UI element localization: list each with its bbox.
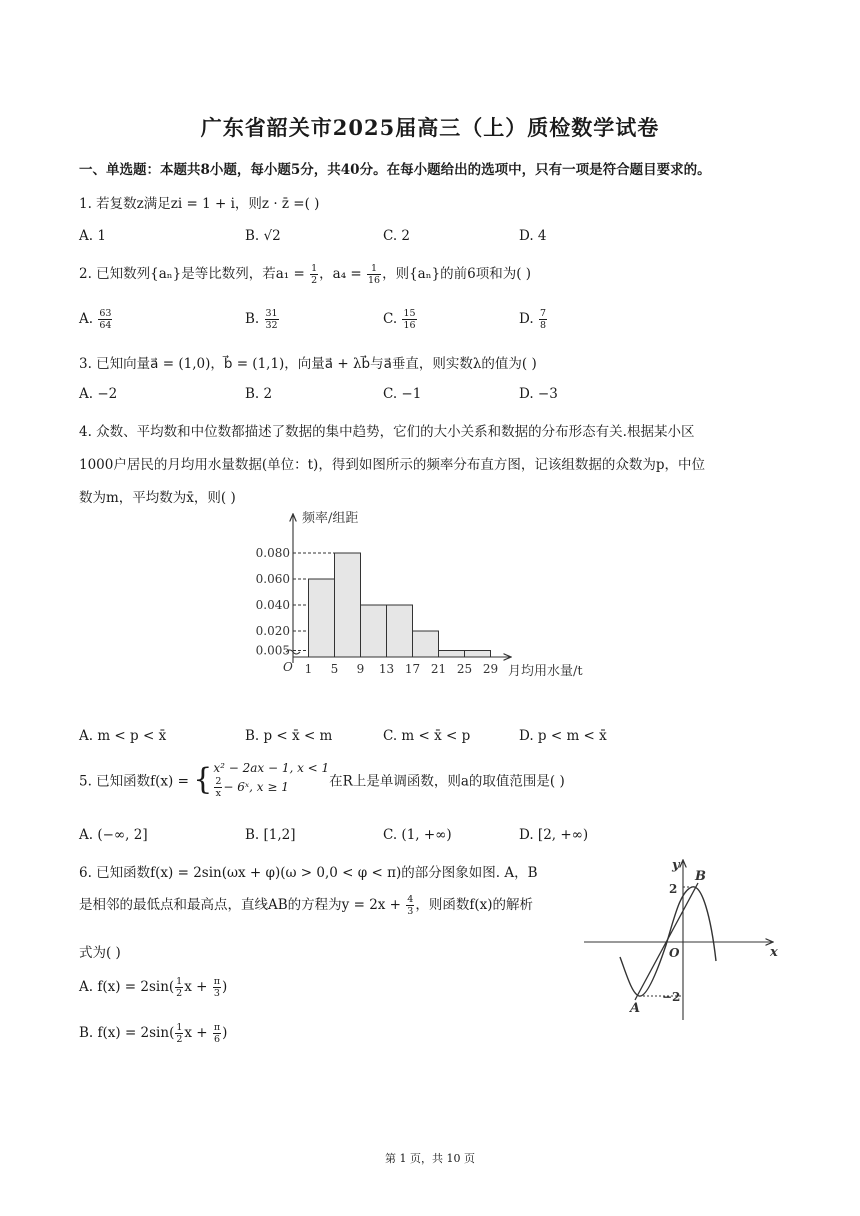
point-a-label: A [630, 1001, 641, 1016]
x-tick-label: 21 [430, 662, 447, 676]
page-footer: 第 1 页，共 10 页 [385, 1152, 475, 1165]
q4-option-d: D. p < m < x̄ [519, 728, 607, 744]
y-tick-label: 0.040 [255, 598, 290, 612]
q2-option-b: B. $\frac{31}{32}$ [245, 308, 278, 331]
q1-option-c: C. 2 [383, 228, 411, 244]
question-3-stem: 3. 已知向量a⃗ = (1,0)，b⃗ = (1,1)，向量a⃗ + λb⃗与a⃗垂直，则实数λ的值为( ) [79, 356, 537, 372]
y-tick-label: 0.060 [255, 572, 290, 586]
q5-option-b: B. [1,2] [245, 827, 296, 843]
histogram-bar [413, 631, 439, 657]
origin-label: O [283, 660, 293, 674]
histogram-bar [465, 651, 491, 658]
question-6-line-2: 是相邻的最低点和最高点，直线AB的方程为y = 2x + $\frac{4}{3}$ ，则函数f(x)的解析 [79, 894, 533, 917]
q1-option-a: A. 1 [79, 228, 106, 244]
q1-option-b: B. √2 [245, 228, 281, 244]
question-4-line-2: 1000户居民的月均用水量数据(单位：t)，得到如图所示的频率分布直方图，记该组数据的众数为p，中位 [79, 457, 705, 473]
q2-option-a: A. $\frac{63}{64}$ [79, 308, 112, 331]
q3-option-c: C. −1 [383, 386, 422, 402]
histogram-bar [309, 579, 335, 657]
q4-option-a: A. m < p < x̄ [79, 728, 167, 744]
x-tick-label: 29 [482, 662, 499, 676]
y-tick-label: 0.005 [255, 643, 290, 658]
question-4-line-1: 4. 众数、平均数和中位数都描述了数据的集中趋势，它们的大小关系和数据的分布形态有关.根据某小区 [79, 424, 695, 440]
frequency-histogram [240, 505, 620, 690]
histogram-bar [439, 651, 465, 658]
question-2-stem: 2. 已知数列{aₙ}是等比数列，若a₁ = $\frac{1}{2}$ ，a₄ = $\frac{1}{16}$ ，则{aₙ}的前6项和为( ) [79, 263, 532, 286]
q5-option-c: C. (1, +∞) [383, 827, 452, 843]
graph-y-label: y [672, 858, 680, 873]
q2-option-c: C. $\frac{15}{16}$ [383, 308, 416, 331]
x-tick-label: 1 [304, 662, 313, 676]
graph-y-top: 2 [669, 882, 678, 896]
q5-option-a: A. (−∞, 2] [79, 827, 148, 843]
y-tick-label: 0.020 [255, 624, 290, 638]
section-heading: 一、单选题：本题共8小题，每小题5分，共40分。在每小题给出的选项中，只有一项是符合题目要求的。 [79, 162, 711, 178]
q3-option-d: D. −3 [519, 386, 558, 402]
fraction: $\frac{1}{2}$ [311, 263, 318, 286]
x-tick-label: 5 [330, 662, 339, 676]
histogram-bar [335, 553, 361, 657]
question-1-stem: 1. 若复数z满足zi = 1 + i，则z · z̄ =( ) [79, 196, 320, 212]
question-6-line-3: 式为( ) [79, 945, 121, 961]
q2-option-d: D. $\frac{7}{8}$ [519, 308, 546, 331]
fraction: $\frac{1}{16}$ [368, 263, 381, 286]
graph-x-label: x [770, 945, 778, 960]
x-tick-label: 9 [356, 662, 365, 676]
question-4-line-3: 数为m，平均数为x̄，则( ) [79, 490, 236, 506]
q3-option-b: B. 2 [245, 386, 273, 402]
q1-option-d: D. 4 [519, 228, 547, 244]
q5-option-d: D. [2, +∞) [519, 827, 589, 843]
q4-option-b: B. p < x̄ < m [245, 728, 333, 744]
y-tick-label: 0.080 [255, 546, 290, 560]
piecewise-brace: { [193, 761, 213, 797]
x-tick-label: 25 [456, 662, 473, 676]
y-axis-label: 频率/组距 [302, 511, 359, 526]
histogram-bar [361, 605, 387, 657]
question-5-stem: 5. 已知函数f(x) = { x² − 2ax − 1, x < 1 $\frac{2}{x}$ − 6ˣ, x ≥ 1 在R上是单调函数，则a的取值范围是( ) [79, 761, 565, 799]
q6-option-a: A. f(x) = 2sin( $\frac{1}{2}$ x + $\frac{\pi}{3}$ ) [79, 976, 228, 999]
sine-graph-figure [580, 855, 785, 1025]
x-axis-label: 月均用水量/t [508, 664, 583, 679]
piecewise-cases: x² − 2ax − 1, x < 1 $\frac{2}{x}$ − 6ˣ, x ≥ 1 [213, 761, 330, 799]
q6-option-b: B. f(x) = 2sin( $\frac{1}{2}$ x + $\frac{\pi}{6}$ ) [79, 1022, 228, 1045]
graph-y-bottom: −2 [662, 990, 681, 1004]
graph-origin: O [669, 946, 680, 960]
q3-option-a: A. −2 [79, 386, 118, 402]
q4-option-c: C. m < x̄ < p [383, 728, 471, 744]
x-tick-label: 13 [378, 662, 395, 676]
page-title: 广东省韶关市2025届高三（上）质检数学试卷 [200, 115, 660, 140]
histogram-bar [387, 605, 413, 657]
point-b-label: B [695, 869, 706, 884]
question-6-line-1: 6. 已知函数f(x) = 2sin(ωx + φ)(ω > 0,0 < φ < π)的部分图象如图. A，B [79, 865, 538, 881]
x-tick-label: 17 [404, 662, 421, 676]
